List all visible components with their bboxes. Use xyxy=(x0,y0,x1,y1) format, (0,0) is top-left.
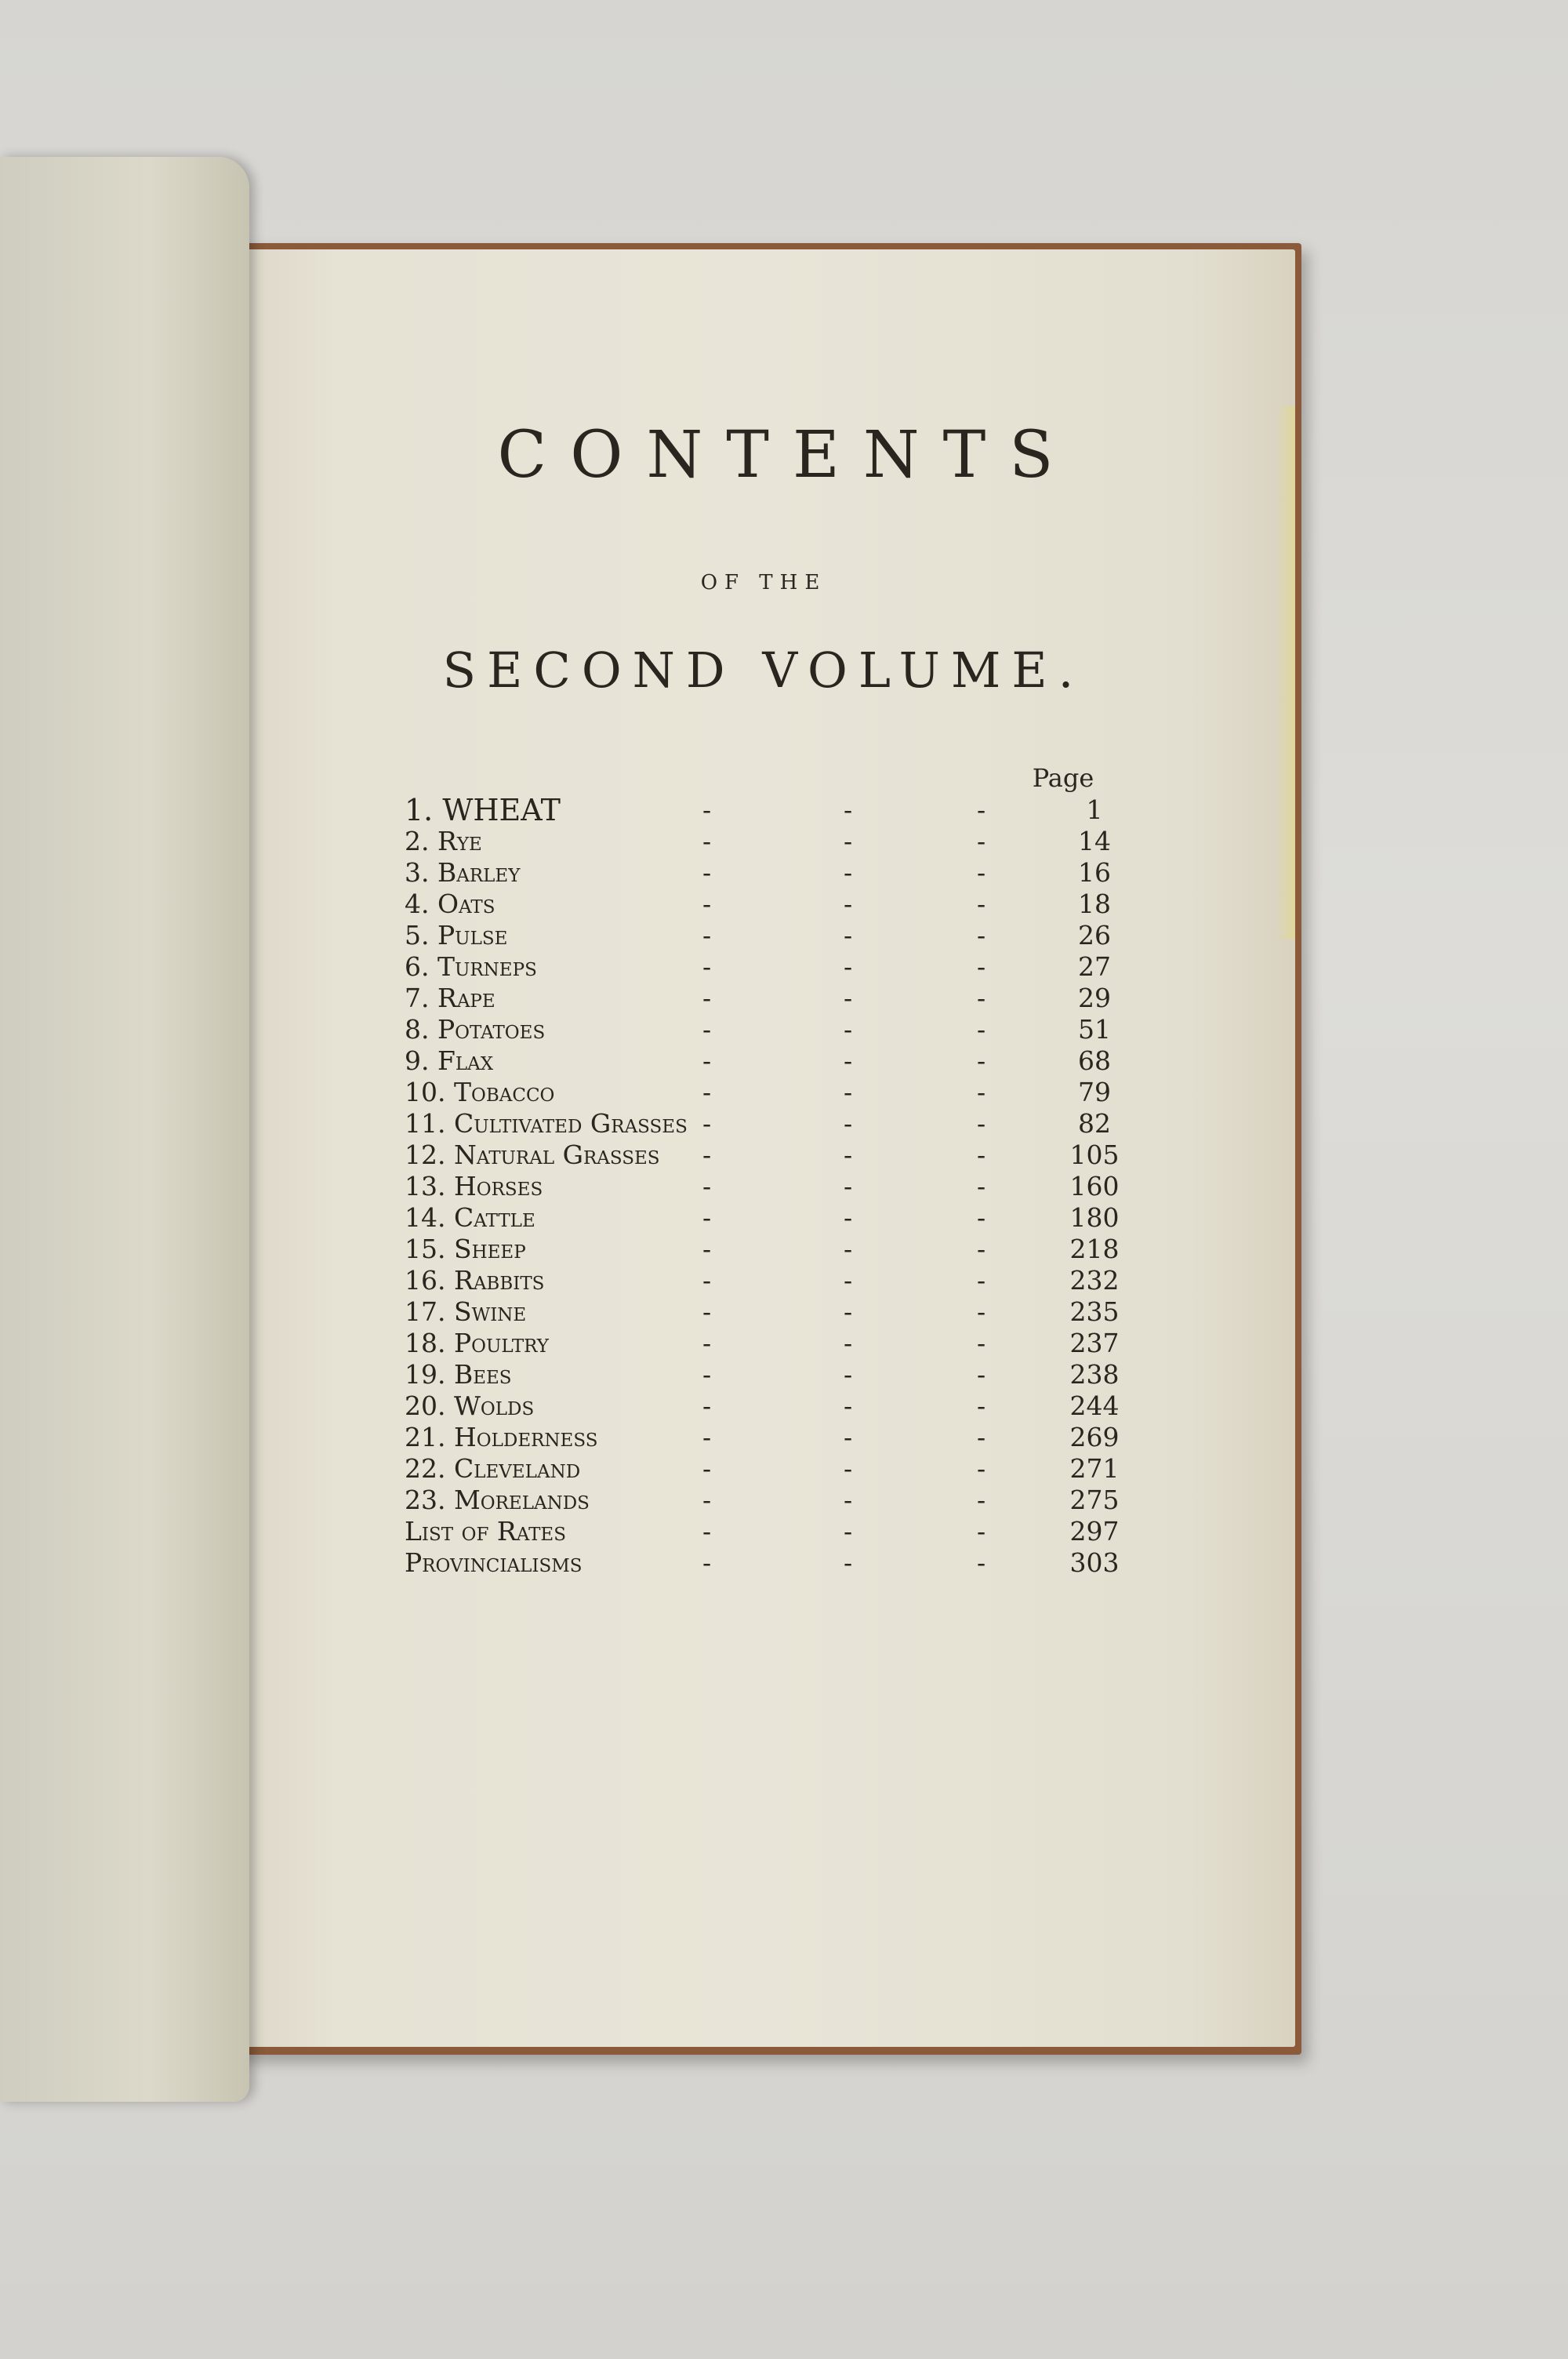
entry-page-number: 218 xyxy=(1069,1234,1120,1264)
leader-dash: - xyxy=(977,983,986,1013)
entry-page-number: 235 xyxy=(1069,1296,1120,1327)
entry-page-number: 244 xyxy=(1069,1390,1120,1421)
entry-label: 11. Cultivated Grasses xyxy=(405,1108,688,1139)
leader-dash: - xyxy=(844,1265,853,1296)
leader-dash: - xyxy=(977,1516,986,1547)
leader-dash: - xyxy=(844,1108,853,1139)
entry-label: 4. Oats xyxy=(405,889,495,919)
leader-dash: - xyxy=(977,1359,986,1390)
entry-page-number: 105 xyxy=(1069,1140,1120,1170)
entry-label: 10. Tobacco xyxy=(405,1077,555,1107)
entry-label: 8. Potatoes xyxy=(405,1014,546,1045)
entry-page-number: 238 xyxy=(1069,1359,1120,1390)
leader-dash: - xyxy=(702,1422,712,1452)
leader-dash: - xyxy=(702,1265,712,1296)
leader-dash: - xyxy=(702,1171,712,1201)
leader-dash: - xyxy=(844,1359,853,1390)
leader-dash: - xyxy=(977,951,986,982)
contents-list xyxy=(405,794,1142,1579)
leader-dash: - xyxy=(844,1485,853,1515)
leader-dash: - xyxy=(702,1234,712,1264)
contents-entry xyxy=(405,1547,1142,1579)
leader-dash: - xyxy=(977,1453,986,1484)
entry-label: 22. Cleveland xyxy=(405,1453,581,1484)
leader-dash: - xyxy=(702,794,712,825)
leader-dash: - xyxy=(844,1516,853,1547)
leader-dash: - xyxy=(702,1328,712,1358)
leader-dash: - xyxy=(844,1390,853,1421)
leader-dash: - xyxy=(844,1202,853,1233)
contents-entry xyxy=(405,951,1142,983)
entry-page-number: 18 xyxy=(1078,889,1111,919)
leader-dash: - xyxy=(844,826,853,856)
entry-page-number: 51 xyxy=(1078,1014,1111,1045)
leader-dash: - xyxy=(702,1202,712,1233)
contents-entry xyxy=(405,1045,1142,1077)
entry-page-number: 180 xyxy=(1069,1202,1120,1233)
entry-page-number: 1 xyxy=(1086,794,1103,825)
leader-dash: - xyxy=(844,951,853,982)
leader-dash: - xyxy=(844,794,853,825)
leader-dash: - xyxy=(702,951,712,982)
contents-entry xyxy=(405,1390,1142,1422)
leader-dash: - xyxy=(977,1202,986,1233)
leader-dash: - xyxy=(977,794,986,825)
leader-dash: - xyxy=(844,1077,853,1107)
entry-page-number: 29 xyxy=(1078,983,1111,1013)
leader-dash: - xyxy=(702,1516,712,1547)
entry-label: 21. Holderness xyxy=(405,1422,598,1452)
contents-entry xyxy=(405,1296,1142,1328)
entry-page-number: 16 xyxy=(1078,857,1111,888)
contents-page xyxy=(232,249,1295,2047)
leader-dash: - xyxy=(844,1045,853,1076)
entry-label: 20. Wolds xyxy=(405,1390,535,1421)
leader-dash: - xyxy=(977,1390,986,1421)
contents-entry xyxy=(405,1265,1142,1296)
entry-page-number: 79 xyxy=(1078,1077,1111,1107)
leader-dash: - xyxy=(702,1045,712,1076)
leader-dash: - xyxy=(702,1485,712,1515)
leader-dash: - xyxy=(977,889,986,919)
contents-entry xyxy=(405,1140,1142,1171)
left-page-curl xyxy=(0,157,249,2102)
contents-entry xyxy=(405,983,1142,1014)
leader-dash: - xyxy=(977,1234,986,1264)
entry-page-number: 275 xyxy=(1069,1485,1120,1515)
leader-dash: - xyxy=(844,1140,853,1170)
entry-page-number: 26 xyxy=(1078,920,1111,951)
leader-dash: - xyxy=(702,1547,712,1578)
leader-dash: - xyxy=(977,1422,986,1452)
leader-dash: - xyxy=(702,1296,712,1327)
entry-label: 13. Horses xyxy=(405,1171,543,1201)
leader-dash: - xyxy=(977,1296,986,1327)
entry-page-number: 297 xyxy=(1069,1516,1120,1547)
leader-dash: - xyxy=(977,1485,986,1515)
leader-dash: - xyxy=(977,1108,986,1139)
leader-dash: - xyxy=(977,1014,986,1045)
leader-dash: - xyxy=(702,1140,712,1170)
leader-dash: - xyxy=(844,1234,853,1264)
entry-page-number: 237 xyxy=(1069,1328,1120,1358)
leader-dash: - xyxy=(977,1265,986,1296)
contents-entry xyxy=(405,794,1142,826)
page-column-header: Page xyxy=(1032,763,1094,793)
contents-entry xyxy=(405,1453,1142,1485)
leader-dash: - xyxy=(702,983,712,1013)
entry-page-number: 68 xyxy=(1078,1045,1111,1076)
contents-entry xyxy=(405,857,1142,889)
leader-dash: - xyxy=(844,1296,853,1327)
entry-label: 3. Barley xyxy=(405,857,521,888)
contents-entry xyxy=(405,1014,1142,1045)
leader-dash: - xyxy=(702,826,712,856)
entry-page-number: 14 xyxy=(1078,826,1111,856)
contents-entry xyxy=(405,1202,1142,1234)
entry-label: 16. Rabbits xyxy=(405,1265,545,1296)
contents-entry xyxy=(405,826,1142,857)
leader-dash: - xyxy=(844,1328,853,1358)
leader-dash: - xyxy=(977,826,986,856)
entry-label: List of Rates xyxy=(405,1516,566,1547)
entry-label: 9. Flax xyxy=(405,1045,494,1076)
contents-entry xyxy=(405,1422,1142,1453)
contents-entry xyxy=(405,1516,1142,1547)
leader-dash: - xyxy=(844,889,853,919)
entry-label: 12. Natural Grasses xyxy=(405,1140,660,1170)
leader-dash: - xyxy=(844,1014,853,1045)
leader-dash: - xyxy=(977,1140,986,1170)
contents-entry xyxy=(405,1328,1142,1359)
leader-dash: - xyxy=(702,1359,712,1390)
leader-dash: - xyxy=(702,1453,712,1484)
contents-entry xyxy=(405,1171,1142,1202)
entry-label: 23. Morelands xyxy=(405,1485,590,1515)
leader-dash: - xyxy=(844,1422,853,1452)
entry-label: 15. Sheep xyxy=(405,1234,526,1264)
contents-entry xyxy=(405,1485,1142,1516)
entry-page-number: 303 xyxy=(1069,1547,1120,1578)
entry-page-number: 160 xyxy=(1069,1171,1120,1201)
leader-dash: - xyxy=(977,857,986,888)
leader-dash: - xyxy=(702,889,712,919)
leader-dash: - xyxy=(977,1328,986,1358)
page-title: CONTENTS xyxy=(497,418,1077,493)
leader-dash: - xyxy=(702,1077,712,1107)
leader-dash: - xyxy=(702,1014,712,1045)
volume-heading: SECOND VOLUME. xyxy=(442,642,1085,699)
entry-page-number: 232 xyxy=(1069,1265,1120,1296)
entry-label: 6. Turneps xyxy=(405,951,537,982)
leader-dash: - xyxy=(977,1045,986,1076)
entry-label: 19. Bees xyxy=(405,1359,512,1390)
leader-dash: - xyxy=(844,1453,853,1484)
leader-dash: - xyxy=(977,1077,986,1107)
contents-entry xyxy=(405,1359,1142,1390)
entry-page-number: 82 xyxy=(1078,1108,1111,1139)
entry-label: Provincialisms xyxy=(405,1547,583,1578)
leader-dash: - xyxy=(702,1390,712,1421)
entry-label: 14. Cattle xyxy=(405,1202,535,1233)
entry-page-number: 271 xyxy=(1069,1453,1120,1484)
leader-dash: - xyxy=(844,920,853,951)
entry-page-number: 269 xyxy=(1069,1422,1120,1452)
contents-entry xyxy=(405,1077,1142,1108)
leader-dash: - xyxy=(702,857,712,888)
leader-dash: - xyxy=(977,920,986,951)
leader-dash: - xyxy=(977,1171,986,1201)
entry-label: 7. Rape xyxy=(405,983,495,1013)
entry-label: 18. Poultry xyxy=(405,1328,549,1358)
entry-label: 2. Rye xyxy=(405,826,482,856)
page-subtitle: OF THE xyxy=(700,571,827,594)
leader-dash: - xyxy=(844,857,853,888)
entry-label: 5. Pulse xyxy=(405,920,508,951)
contents-entry xyxy=(405,920,1142,951)
entry-label: 1. WHEAT xyxy=(405,793,561,827)
leader-dash: - xyxy=(702,920,712,951)
leader-dash: - xyxy=(844,1547,853,1578)
leader-dash: - xyxy=(844,1171,853,1201)
leader-dash: - xyxy=(844,983,853,1013)
contents-entry xyxy=(405,1108,1142,1140)
entry-label: 17. Swine xyxy=(405,1296,527,1327)
leader-dash: - xyxy=(702,1108,712,1139)
contents-entry xyxy=(405,1234,1142,1265)
entry-page-number: 27 xyxy=(1078,951,1111,982)
contents-entry xyxy=(405,889,1142,920)
leader-dash: - xyxy=(977,1547,986,1578)
